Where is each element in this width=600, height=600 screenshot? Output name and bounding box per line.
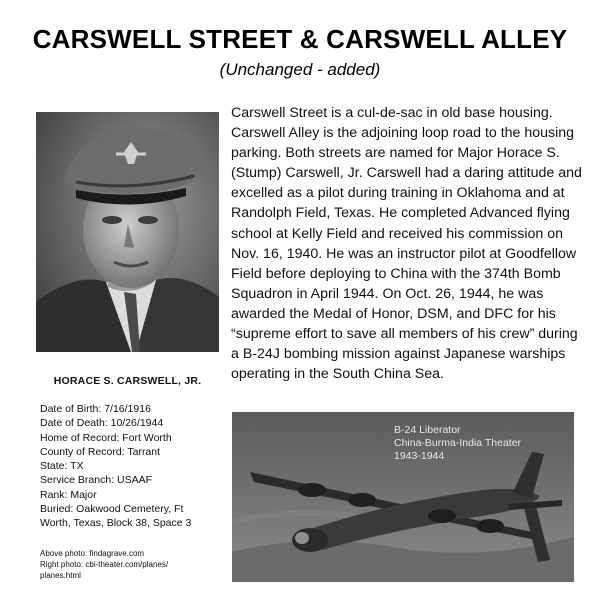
fact-state: State: TX [40,460,84,473]
photo-credits [40,548,230,581]
fact-birth: Date of Birth: 7/16/1916 [40,403,151,415]
page-title: CARSWELL STREET & CARSWELL ALLEY [32,24,568,54]
portrait-caption: HORACE S. CARSWELL, JR. [53,375,202,387]
fact-death: Date of Death: 10/26/1944 [40,417,164,430]
biography-text: Carswell Street is a cul-de-sac in old base housing. Carswell Alley is the adjoining loop road to the housing parking. Both streets are named for Major Horace S. (Stump) Carswell, Jr. Carswell had a daring attitude and excelled as a pilot during training in Oklahoma and at Randolph Field, Texas. He completed Advanced flying school at Kelly Field and received his commission on Nov. 16, 1940. He was an instructor pilot at Goodfellow Field before deploying to China with the 374th Bomb Squadron in April 1944. On Oct. 26, 1944, he was awarded the Medal of Honor, DSM, and DFC for his “supreme effort to save all members of his crew” during a B-24J bombing mission against Japanese warships operating in the South China Sea. [231,105,582,383]
plane-caption [394,424,521,463]
fact-county: County of Record: Tarrant [40,445,161,458]
credit-line: Above photo: findagrave.com [40,549,145,558]
fact-home: Home of Record: Fort Worth [40,431,172,444]
plane-caption-line: B-24 Liberator [394,424,461,436]
plane-caption-line: China-Burma-India Theater [394,437,522,449]
plane-caption-line: 1943-1944 [394,450,445,462]
page-subtitle: (Unchanged - added) [219,60,381,79]
fact-branch: Service Branch: USAAF [40,474,153,487]
portrait-photo [36,112,219,352]
credit-line: Right photo: cbi-theater.com/planes/ [40,560,169,569]
service-facts [40,402,230,531]
b24-photo [232,412,574,582]
fact-rank: Rank: Major [40,488,97,501]
credit-line: planes.html [40,571,81,580]
fact-buried: Buried: Oakwood Cemetery, Ft [40,503,184,516]
fact-buried-location: Worth, Texas, Block 38, Space 3 [40,517,192,530]
